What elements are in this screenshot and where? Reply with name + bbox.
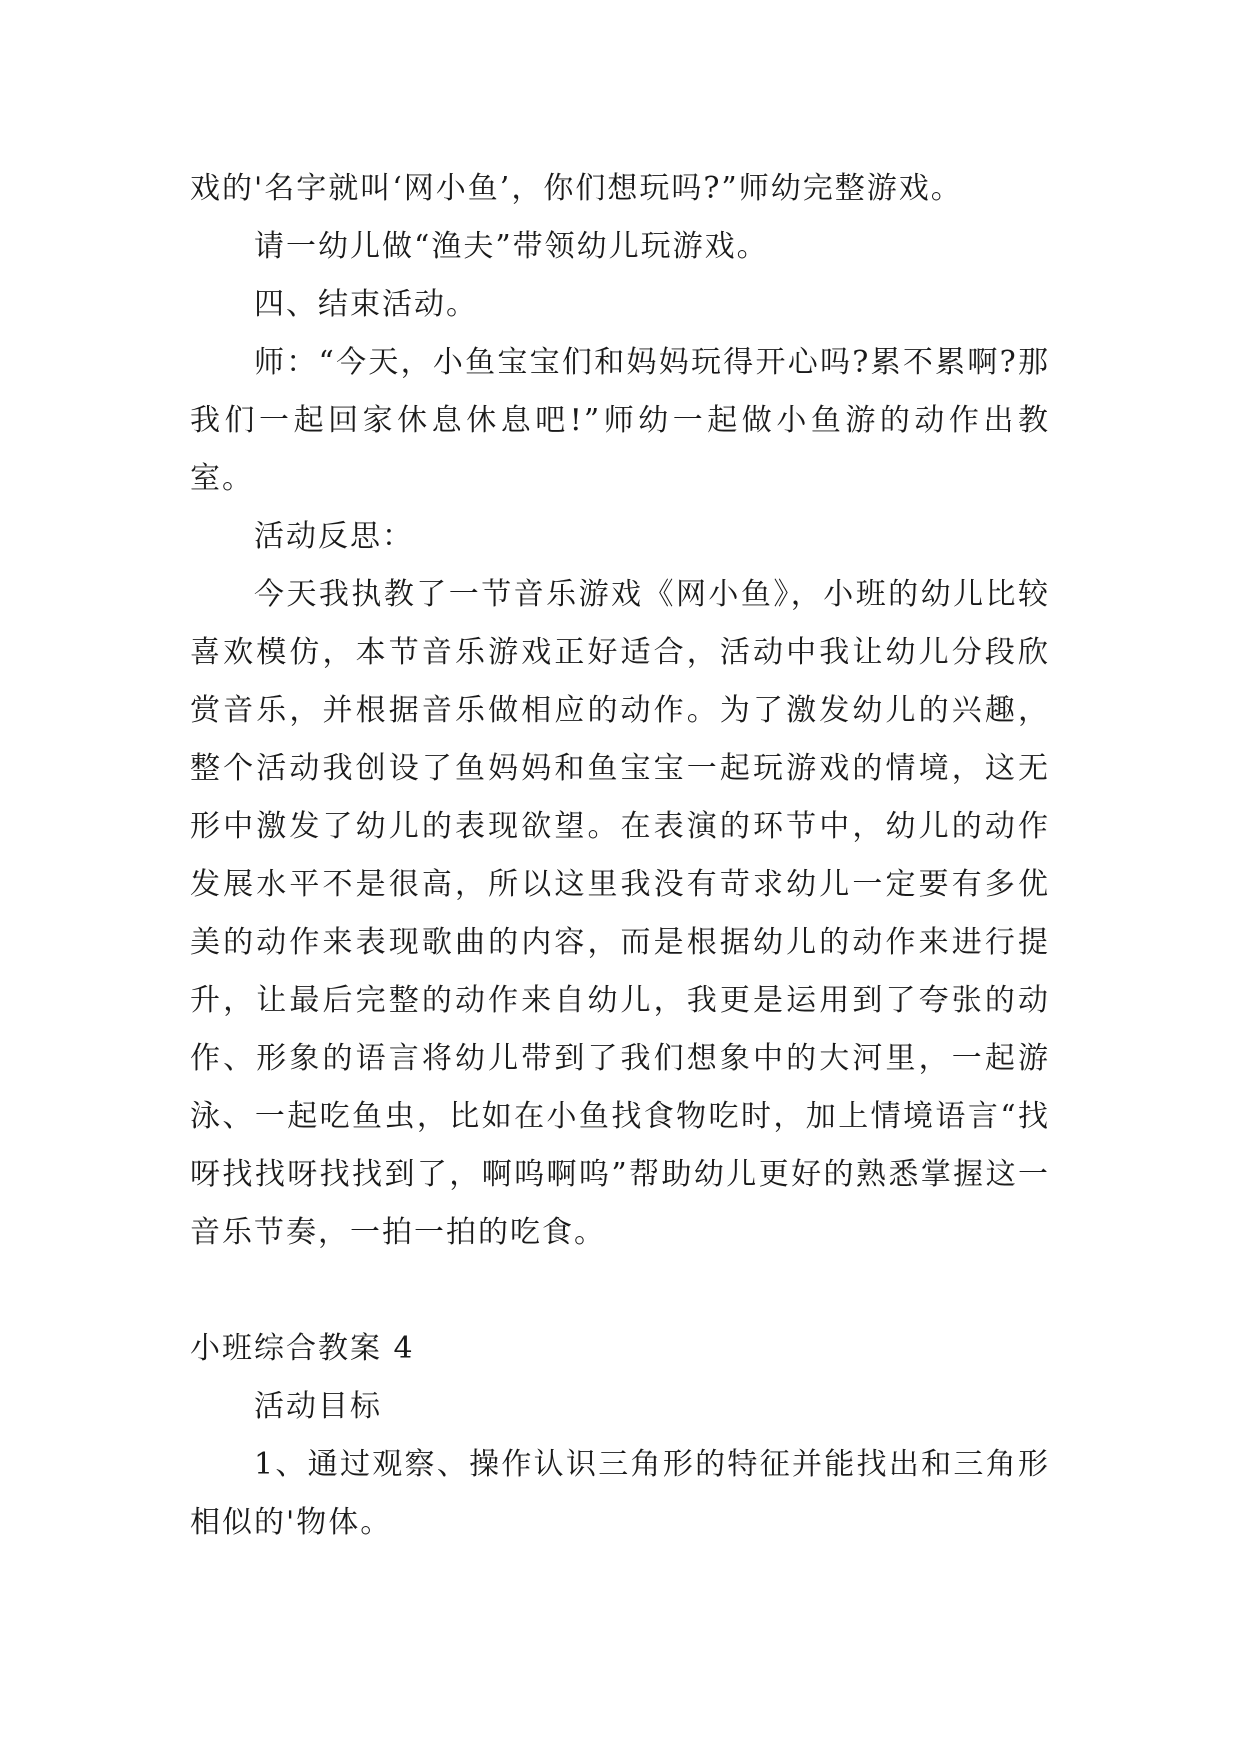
document-page <box>190 160 1050 1552</box>
section-heading: 小班综合教案 4 <box>190 1331 415 1366</box>
section-2 <box>190 1320 1050 1552</box>
paragraph-end-activity: 四、结束活动。 <box>254 287 478 322</box>
paragraph-reflection-title: 活动反思： <box>254 519 414 554</box>
section-1 <box>190 160 1050 1262</box>
paragraph-fisherman: 请一幼儿做“渔夫”带领幼儿玩游戏。 <box>254 229 769 264</box>
paragraph-teacher-speech: 师：“今天，小鱼宝宝们和妈妈玩得开心吗?累不累啊?那我们一起回家休息休息吧!”师幼一起做小鱼游的动作出教室。 <box>190 345 1050 496</box>
paragraph-reflection-body: 今天我执教了一节音乐游戏《网小鱼》，小班的幼儿比较喜欢模仿，本节音乐游戏正好适合，活动中我让幼儿分段欣赏音乐，并根据音乐做相应的动作。为了激发幼儿的兴趣，整个活动我创设了鱼妈妈和鱼宝宝一起玩游戏的情境，这无形中激发了幼儿的表现欲望。在表演的环节中，幼儿的动作发展水平不是很高，所以这里我没有苛求幼儿一定要有多优美的动作来表现歌曲的内容，而是根据幼儿的动作来进行提升，让最后完整的动作来自幼儿，我更是运用到了夸张的动作、形象的语言将幼儿带到了我们想象中的大河里，一起游泳、一起吃鱼虫，比如在小鱼找食物吃时，加上情境语言“找呀找找呀找找到了，啊呜啊呜”帮助幼儿更好的熟悉掌握这一音乐节奏，一拍一拍的吃食。 <box>190 577 1050 1250</box>
paragraph-game-name: 戏的'名字就叫‘网小鱼’，你们想玩吗?”师幼完整游戏。 <box>190 171 963 206</box>
paragraph-objective-1: 1、通过观察、操作认识三角形的特征并能找出和三角形相似的'物体。 <box>190 1447 1050 1540</box>
section-gap <box>190 1262 1050 1320</box>
paragraph-objectives-title: 活动目标 <box>254 1389 382 1424</box>
